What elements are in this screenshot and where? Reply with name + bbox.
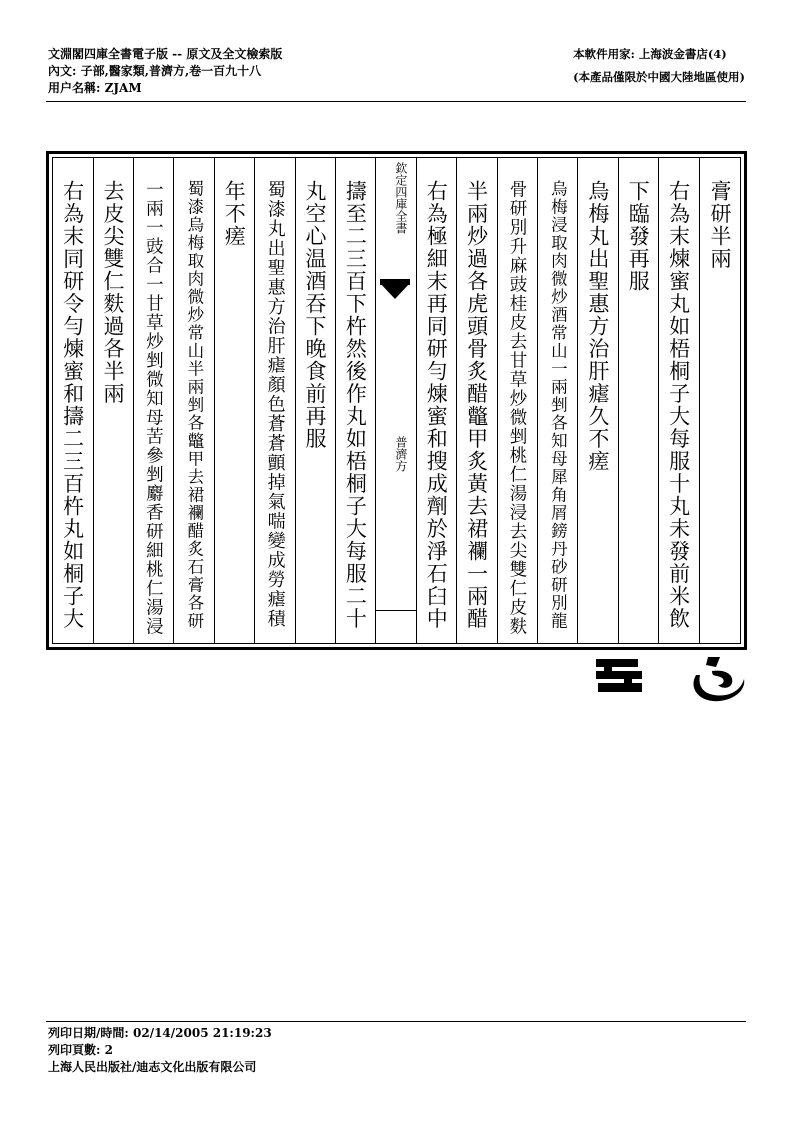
column-text: 右為末煉蜜丸如梧桐子大每服十丸未發前米飲 [666,180,691,630]
column-text: 右為末同研令勻煉蜜和擣二三百杵丸如桐子大 [60,180,85,630]
header-right [573,46,745,86]
text-block [52,157,741,644]
page-frame [46,151,747,650]
edition-title: 文淵閣四庫全書電子版 -- 原文及全文檢索版 [48,47,283,61]
text-column [295,158,336,643]
column-text: 年不瘥 [222,180,247,248]
column-text: 擣至二三百下杵然後作丸如梧桐子大每服二十 [343,180,368,630]
column-text: 下臨發再服 [626,180,651,293]
book-title: 欽定四庫全書 [393,162,408,234]
text-column [254,158,295,643]
footer-rule [46,1021,746,1022]
text-column [456,158,497,643]
text-column [700,158,740,643]
column-text: 蜀漆烏梅取肉微炒常山半兩剉各鼈甲去裙襴醋炙石膏各研 [184,180,204,630]
column-text: 一兩一豉合一甘草炒剉微知母苦參剉麝香研細桃仁湯浸 [143,180,164,636]
column-text: 半兩炒過各虎頭骨炙醋鼈甲炙黃去裙襴一兩醋 [464,180,489,630]
center-rule [375,610,415,611]
column-text: 烏梅浸取肉微炒酒常山一兩剉各知母犀角屑鎊丹砂研別龍 [548,180,568,630]
user-name: 用户名稱: ZJAM [48,81,142,95]
header-rule [46,101,746,102]
column-text: 右為極細末再同研勻煉蜜和搜成劑於淨石臼中 [424,180,449,630]
column-text: 膏研半兩 [708,180,732,270]
text-column [618,158,659,643]
usage-restriction: (本產品僅限於中國大陸地區使用) [573,70,745,84]
licensee: 本軟件用家: 上海波金書店(4) [573,47,727,61]
publisher: 上海人民出版社/迪志文化出版有限公司 [48,1060,257,1074]
text-column [335,158,376,643]
fish-tail-mark [380,283,410,299]
book-subtitle: 普濟方 [393,436,408,472]
header-left [48,46,282,97]
library-seal-right [686,655,748,705]
text-column [52,158,93,643]
column-text: 蜀漆丸出聖惠方治肝瘧顏色蒼蒼顫掉氣喘變成勞瘧積 [264,180,286,629]
print-pages: 列印頁數: 2 [48,1043,113,1057]
text-column [133,158,174,643]
text-column [577,158,618,643]
text-column [214,158,255,643]
library-seal-left [594,655,644,697]
column-text: 烏梅丸出聖惠方治肝瘧久不瘥 [585,180,610,473]
column-text: 去皮尖雙仁麩過各半兩 [101,180,125,405]
text-column [658,158,699,643]
content-path: 內文: 子部,醫家類,普濟方,卷一百九十八 [48,64,262,78]
text-column [416,158,457,643]
text-column [173,158,214,643]
text-column [93,158,134,643]
text-column [537,158,578,643]
text-column [497,158,538,643]
column-text: 丸空心温酒吞下晚食前再服 [303,180,327,450]
center-banxin-column [375,158,416,643]
print-datetime: 列印日期/時間: 02/14/2005 21:19:23 [48,1026,272,1040]
column-text: 骨研別升麻豉桂皮去甘草炒微剉桃仁湯浸去尖雙仁皮麩 [507,180,527,636]
